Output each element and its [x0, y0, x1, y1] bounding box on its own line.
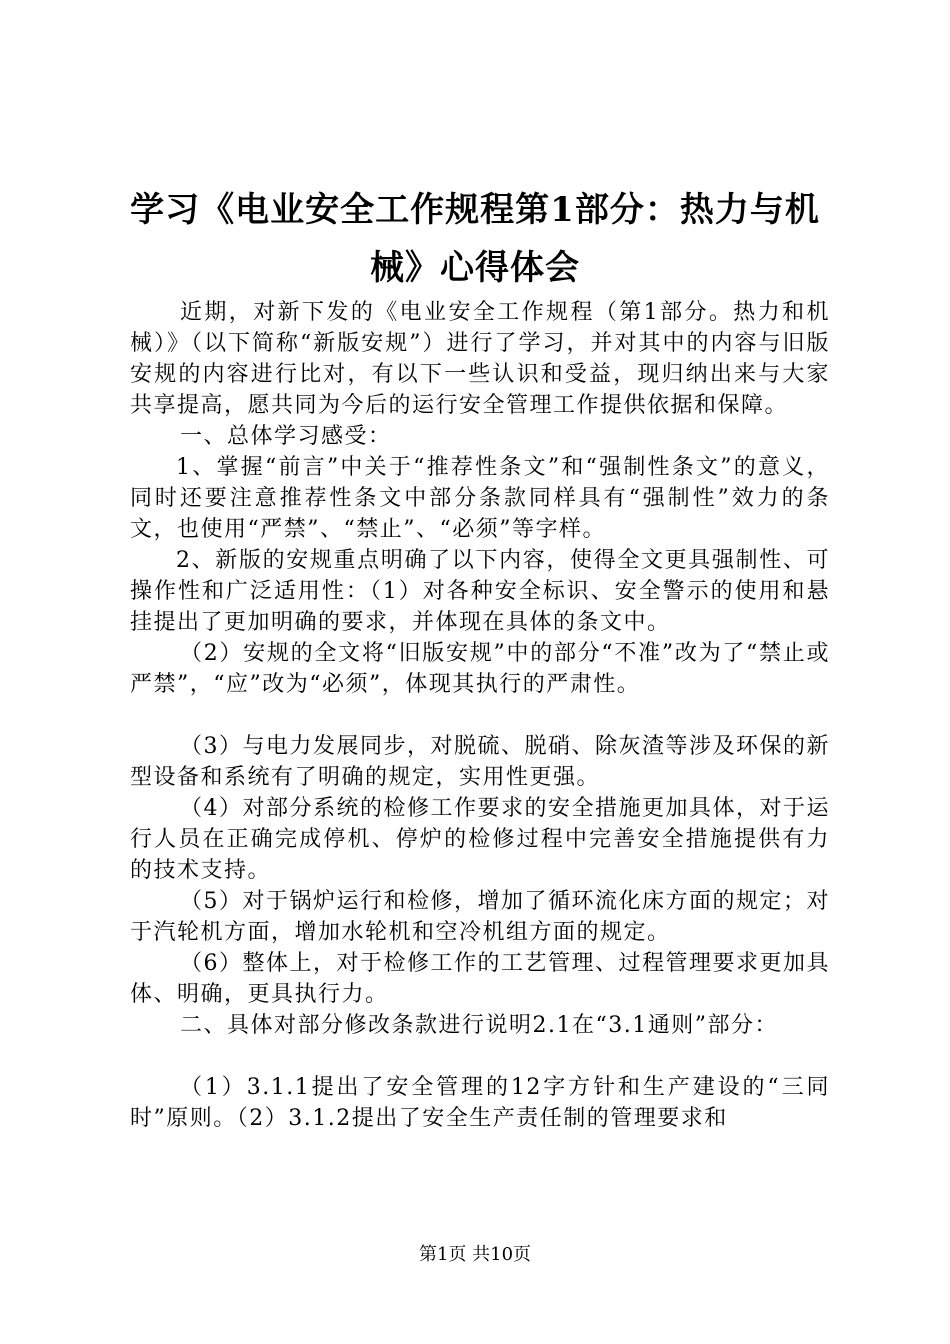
paragraph-subitem-5: （5）对于锅炉运行和检修，增加了循环流化床方面的规定；对于汽轮机方面，增加水轮机和空冷机组方面的规定。 — [130, 889, 830, 945]
document-body — [130, 297, 830, 1134]
document-title-line-1: 学习《电业安全工作规程第1部分：热力与机 — [130, 190, 820, 230]
paragraph-item-2: 2、新版的安规重点明确了以下内容，使得全文更具强制性、可操作性和广泛适用性：（1）对各种安全标识、安全警示的使用和悬挂提出了更加明确的要求，并体现在具体的条文中。 — [130, 548, 830, 635]
paragraph-subitem-4: （4）对部分系统的检修工作要求的安全措施更加具体，对于运行人员在正确完成停机、停炉的检修过程中完善安全措施提供有力的技术支持。 — [130, 796, 830, 883]
paragraph-clause-3-1: （1）3.1.1提出了安全管理的12字方针和生产建设的“三同时”原则。（2）3.1.2提出了安全生产责任制的管理要求和 — [130, 1075, 830, 1131]
paragraph-subitem-2: （2）安规的全文将“旧版安规”中的部分“不准”改为了“禁止或严禁”，“应”改为“必须”，体现其执行的严肃性。 — [130, 641, 830, 697]
section-heading-2: 二、具体对部分修改条款进行说明2.1在“3.1通则”部分： — [180, 1013, 778, 1038]
paragraph-subitem-3: （3）与电力发展同步，对脱硫、脱硝、除灰渣等涉及环保的新型设备和系统有了明确的规定，实用性更强。 — [130, 734, 830, 790]
paragraph-subitem-6: （6）整体上，对于检修工作的工艺管理、过程管理要求更加具体、明确，更具执行力。 — [130, 951, 830, 1007]
section-heading-1: 一、总体学习感受： — [180, 424, 392, 449]
document-title-line-2: 械》心得体会 — [370, 248, 580, 288]
page-number-footer: 第1页 共10页 — [418, 1244, 532, 1265]
paragraph-item-1: 1、掌握“前言”中关于“推荐性条文”和“强制性条文”的意义，同时还要注意推荐性条文中部分条款同样具有“强制性”效力的条文，也使用“严禁”、“禁止”、“必须”等字样。 — [130, 455, 830, 542]
paragraph-intro: 近期，对新下发的《电业安全工作规程（第1部分。热力和机械）》（以下简称“新版安规”）进行了学习，并对其中的内容与旧版安规的内容进行比对，有以下一些认识和受益，现归纳出来与大家共享提高，愿共同为今后的运行安全管理工作提供依据和保障。 — [130, 300, 830, 418]
